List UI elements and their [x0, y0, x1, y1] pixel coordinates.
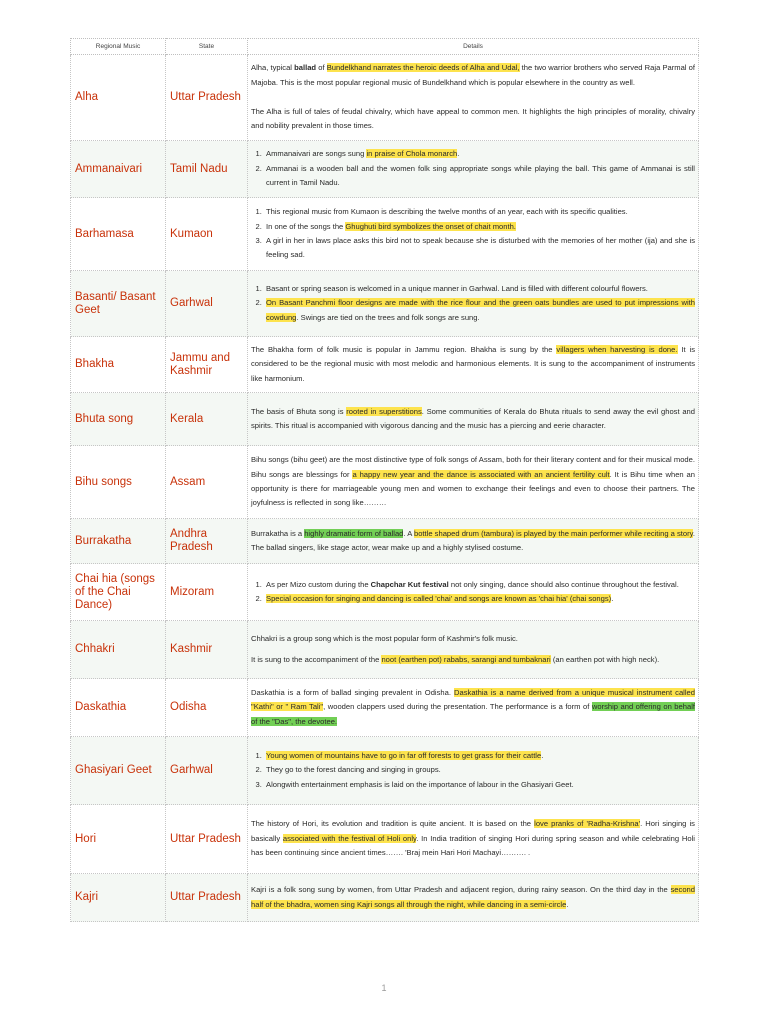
table-row: [71, 805, 699, 874]
page-number: 1: [381, 983, 387, 993]
text-segment: . It is Bihu time when an opportunity is there for marriageable young men and women to exchange their feelings and even to choose their partners. The joyfulness is reflected in song like………: [251, 469, 695, 508]
text-segment: It is sung to the accompaniment of the: [251, 655, 382, 664]
details-cell: [248, 55, 699, 141]
list-item: [264, 162, 695, 191]
details-cell: [248, 141, 699, 198]
text-segment: Daskathia is a form of ballad singing prevalent in Odisha.: [251, 687, 455, 697]
regional-music-name: Daskathia: [71, 679, 166, 737]
state-name: Uttar Pradesh: [166, 805, 248, 874]
details-list: [251, 578, 695, 607]
highlighted-text: Special occasion for singing and dancing is called 'chai' and songs are known as 'chai hia' (chai songs): [266, 594, 612, 603]
details-paragraph: [251, 405, 695, 434]
highlighted-text-green: worship and offering on behalf of the "Das", the devotee.: [251, 702, 695, 726]
regional-music-name: Chai hia (songs of the Chai Dance): [71, 564, 166, 621]
details-list: [251, 749, 695, 792]
text-segment: . A: [403, 528, 414, 538]
regional-music-name: Chhakri: [71, 621, 166, 679]
details-cell: [248, 805, 699, 874]
text-segment: . Swings are tied on the trees and folk songs are sung.: [296, 312, 480, 322]
highlighted-text: noot (earthen pot) rababs, sarangi and tumbaknari: [381, 655, 551, 664]
highlighted-text: second half of the bhadra, women sing Kajri songs all through the night, while dancing in a semi-circle: [251, 885, 695, 909]
details-cell: [248, 519, 699, 564]
state-name: Garhwal: [166, 737, 248, 805]
highlighted-text: villagers when harvesting is done.: [556, 344, 678, 354]
state-name: Mizoram: [166, 564, 248, 621]
details-cell: [248, 446, 699, 519]
table-row: [71, 519, 699, 564]
text-segment: .: [611, 594, 614, 603]
regional-music-name: Basanti/ Basant Geet: [71, 271, 166, 337]
list-item: [264, 296, 695, 325]
text-segment: . Hori singing is basically: [251, 819, 695, 843]
text-segment: .: [457, 149, 460, 159]
text-segment: . Some communities of Kerala do Bhuta rituals to send away the evil ghost and spirits. This ritual is accompanied with vigorous dancing and the music has a piercing and eerie character.: [251, 406, 695, 430]
header-details: Details: [248, 39, 699, 55]
regional-music-name: Barhamasa: [71, 198, 166, 271]
highlighted-text: a happy new year and the dance is associated with an ancient fertility cult: [352, 469, 610, 479]
highlighted-text: Young women of mountains have to go in far off forests to get grass for their cattle: [266, 750, 542, 760]
list-item: [264, 778, 695, 792]
text-segment: A girl in her in laws place asks this bird not to speak because she is disturbed with the memories of her mother (ija) and she is feeling sad.: [266, 236, 695, 260]
table-row: [71, 55, 699, 141]
highlighted-text: associated with the festival of Holi only: [282, 833, 417, 843]
regional-music-name: Hori: [71, 805, 166, 874]
table-row: [71, 621, 699, 679]
highlighted-text: Bundelkhand narrates the heroic deeds of Alha and Udal,: [326, 63, 520, 73]
details-paragraph: [251, 883, 695, 912]
state-name: Jammu and Kashmir: [166, 337, 248, 393]
details-cell: [248, 621, 699, 679]
text-segment: (an earthen pot with high neck).: [550, 655, 660, 664]
details-cell: [248, 271, 699, 337]
details-cell: [248, 337, 699, 393]
text-segment: the two warrior brothers who served Raja Parmal of Majoba. This is the most popular regional music of Bundelkhand which is popular elsewhere in the country as well.: [251, 63, 695, 87]
list-item: [264, 763, 695, 777]
regional-music-name: Ghasiyari Geet: [71, 737, 166, 805]
state-name: Odisha: [166, 679, 248, 737]
list-item: [264, 220, 695, 234]
text-segment: Burrakatha is a: [251, 528, 305, 538]
list-item: [264, 205, 695, 219]
text-segment: Chhakri is a group song which is the most popular form of Kashmir's folk music.: [251, 633, 518, 643]
details-cell: [248, 737, 699, 805]
details-list: [251, 282, 695, 325]
state-name: Uttar Pradesh: [166, 874, 248, 922]
header-regional-music: Regional Music: [71, 39, 166, 55]
details-cell: [248, 564, 699, 621]
details-paragraph: [251, 653, 695, 667]
text-segment: , wooden clappers used during the presentation. The performance is a form of: [323, 702, 592, 712]
state-name: Tamil Nadu: [166, 141, 248, 198]
header-state: State: [166, 39, 248, 55]
text-segment: Bihu songs (bihu geet) are the most distinctive type of folk songs of Assam, both for their literary content and for their musical mode. Bihu songs are blessings for: [251, 455, 695, 479]
text-segment: The basis of Bhuta song is: [251, 406, 347, 416]
regional-music-name: Ammanaivari: [71, 141, 166, 198]
highlighted-text: rooted in superstitions: [346, 406, 422, 416]
regional-music-name: Burrakatha: [71, 519, 166, 564]
text-segment: . In India tradition of singing Hori during spring season and while celebrating Holi has been continuing since ancient times……. 'Braj mein Hari Hori Machayi………. .: [251, 833, 695, 858]
table-row: [71, 198, 699, 271]
text-segment: not only singing, dance should also continue throughout the festival.: [448, 579, 679, 589]
highlighted-text: Daskathia is a name derived from a unique musical instrument called "Kathi" or " Ram Tali": [251, 687, 695, 712]
text-segment: Alha, typical: [251, 63, 295, 73]
bold-text: ballad: [294, 63, 317, 73]
details-list: [251, 205, 695, 263]
state-name: Kashmir: [166, 621, 248, 679]
text-segment: This regional music from Kumaon is describing the twelve months of an year, each with its specific qualities.: [266, 207, 628, 217]
details-paragraph: [251, 632, 695, 646]
text-segment: In one of the songs the: [266, 221, 346, 231]
table-row: [71, 564, 699, 621]
details-paragraph: [251, 817, 695, 860]
regional-music-name: Bhakha: [71, 337, 166, 393]
table-row: [71, 679, 699, 737]
details-paragraph: [251, 686, 695, 729]
table-row: [71, 874, 699, 922]
table-row: [71, 393, 699, 446]
details-cell: [248, 679, 699, 737]
text-segment: The Alha is full of tales of feudal chivalry, which have appeal to common men. It highlights the high principles of morality, chivalry and nobility prevalent in those times.: [251, 106, 695, 131]
text-segment: As per Mizo custom during the: [266, 579, 371, 589]
table-row: [71, 446, 699, 519]
music-table: [70, 38, 699, 922]
table-header-row: [71, 39, 699, 55]
details-list: [251, 147, 695, 190]
details-paragraph: [251, 527, 695, 556]
details-cell: [248, 198, 699, 271]
text-segment: Ammanai is a wooden ball and the women folk sing appropriate songs while playing the ball. This game of Ammanai is still current in Tamil Nadu.: [266, 163, 695, 188]
table-row: [71, 141, 699, 198]
state-name: Kumaon: [166, 198, 248, 271]
state-name: Kerala: [166, 393, 248, 446]
text-segment: They go to the forest dancing and singing in groups.: [266, 765, 441, 775]
text-segment: of: [316, 63, 327, 73]
text-segment: The history of Hori, its evolution and tradition is quite ancient. It is based on the: [251, 819, 535, 829]
list-item: [264, 578, 695, 592]
details-cell: [248, 874, 699, 922]
text-segment: .: [566, 899, 569, 909]
list-item: [264, 234, 695, 263]
regional-music-name: Kajri: [71, 874, 166, 922]
regional-music-name: Bhuta song: [71, 393, 166, 446]
highlighted-text-green: highly dramatic form of ballad: [304, 528, 404, 538]
text-segment: .: [541, 750, 544, 760]
text-segment: Ammanaivari are songs sung: [266, 149, 367, 159]
table-row: [71, 737, 699, 805]
text-segment: . The ballad singers, like stage actor, wear make up and a highly stylised costume.: [251, 528, 696, 552]
list-item: [264, 282, 695, 296]
bold-text: Chapchar Kut festival: [370, 579, 449, 589]
details-paragraph: [251, 343, 695, 386]
list-item: [264, 592, 695, 606]
highlighted-text: love pranks of 'Radha-Krishna': [534, 819, 641, 829]
regional-music-name: Bihu songs: [71, 446, 166, 519]
highlighted-text: bottle shaped drum (tambura) is played by the main performer while reciting a story: [413, 528, 693, 538]
highlighted-text: Ghughuti bird symbolizes the onset of chait month.: [345, 221, 516, 231]
list-item: [264, 147, 695, 161]
table-row: [71, 271, 699, 337]
table-row: [71, 337, 699, 393]
text-segment: Kajri is a folk song sung by women, from Uttar Pradesh and adjacent region, during rainy season. On the third day in the: [251, 885, 671, 895]
regional-music-name: Alha: [71, 55, 166, 141]
text-segment: Basant or spring season is welcomed in a unique manner in Garhwal. Land is filled with different colourful flowers.: [266, 283, 648, 293]
details-paragraph: [251, 453, 695, 511]
text-segment: Alongwith entertainment emphasis is laid on the importance of labour in the Ghasiyari Geet.: [266, 779, 574, 789]
state-name: Garhwal: [166, 271, 248, 337]
text-segment: The Bhakha form of folk music is popular in Jammu region. Bhakha is sung by the: [251, 344, 557, 354]
details-paragraph: [251, 105, 695, 134]
state-name: Assam: [166, 446, 248, 519]
list-item: [264, 749, 695, 763]
text-segment: It is considered to be the regional music with most melodic and harmonious elements. It is sung to the accompaniment of instruments like harmonium.: [251, 344, 695, 383]
state-name: Uttar Pradesh: [166, 55, 248, 141]
highlighted-text: On Basant Panchmi floor designs are made with the rice flour and the green oats bundles are used to put impressions with cowdung: [266, 298, 695, 322]
highlighted-text: in praise of Chola monarch: [366, 149, 458, 159]
state-name: Andhra Pradesh: [166, 519, 248, 564]
details-cell: [248, 393, 699, 446]
details-paragraph: [251, 61, 695, 90]
